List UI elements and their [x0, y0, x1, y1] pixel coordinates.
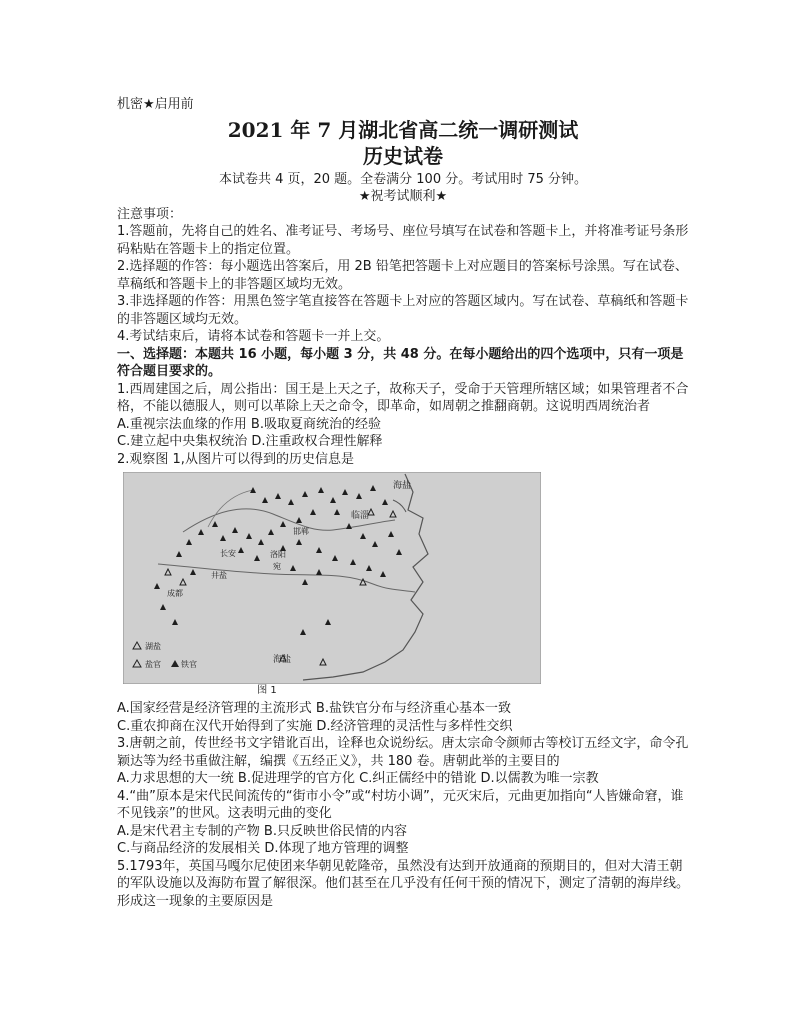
legend-iron-office-label: 铁官 — [181, 660, 197, 669]
question-2-options-row2: C.重农抑商在汉代开始得到了实施 D.经济管理的灵活性与多样性交织 — [117, 718, 513, 734]
map-label-handan: 邯郸 — [293, 527, 309, 536]
exam-page — [117, 96, 689, 910]
notes-heading: 注意事项： — [117, 206, 183, 222]
question-3-stem: 3.唐朝之前，传世经书文字错讹百出，诠释也众说纷纭。唐太宗命令颜师古等校订五经文字，命令孔颖达等为经书重做注解，编撰《五经正义》，共 180 卷。唐朝此举的主要目的 — [117, 736, 689, 769]
section-heading: 一、选择题：本题共 16 小题，每小题 3 分，共 48 分。在每小题给出的四个选项中，只有一项是符合题目要求的。 — [117, 346, 684, 379]
map-label-chengdu: 成都 — [167, 589, 183, 598]
map-label-luoyang: 洛阳 — [270, 550, 286, 559]
exam-title: 2021 年 7 月湖北省高二统一调研测试 — [227, 117, 579, 142]
note-item: 1.答题前，先将自己的姓名、准考证号、考场号、座位号填写在试卷和答题卡上，并将准考证号条形码粘贴在答题卡上的指定位置。 — [117, 224, 689, 257]
figure-caption: 图 1 — [257, 685, 277, 696]
question-2-options-row1: A.国家经营是经济管理的主流形式 B.盐铁官分布与经济重心基本一致 — [117, 701, 511, 716]
secret-label: 机密★启用前 — [117, 97, 194, 112]
salt-iron-map — [123, 472, 541, 684]
map-label-wan: 宛 — [273, 562, 281, 571]
note-item: 4.考试结束后，请将本试卷和答题卡一并上交。 — [117, 329, 390, 344]
note-item: 3.非选择题的作答：用黑色签字笔直接答在答题卡上对应的答题区域内。写在试卷、草稿纸和答题卡的非答题区域均无效。 — [117, 294, 689, 327]
question-1-options-row1: A.重视宗法血缘的作用 B.吸取夏商统治的经验 — [117, 416, 381, 432]
question-4-options-row2: C.与商品经济的发展相关 D.体现了地方管理的调整 — [117, 841, 409, 856]
map-label-jingyan: 井盐 — [211, 571, 227, 580]
historical-map-figure — [123, 472, 541, 684]
map-label-haiyan-north: 海盐 — [393, 481, 412, 491]
map-label-linzi: 临淄 — [351, 511, 370, 521]
question-4-options-row1: A.是宋代君主专制的产物 B.只反映世俗民情的内容 — [117, 823, 407, 839]
map-label-haiyan-south: 海盐 — [273, 655, 292, 665]
note-item: 2.选择题的作答：每小题选出答案后，用 2B 铅笔把答题卡上对应题目的答案标号涂黑。写在试卷、草稿纸和答题卡上的非答题区域均无效。 — [117, 259, 688, 292]
legend-lake-salt-label: 湖盐 — [145, 642, 161, 651]
question-1-options-row2: C.建立起中央集权统治 D.注重政权合理性解释 — [117, 434, 383, 449]
question-3-options: A.力求思想的大一统 B.促进理学的官方化 C.纠正儒经中的错讹 D.以儒教为唯一宗教 — [117, 771, 599, 786]
exam-info: 本试卷共 4 页，20 题。全卷满分 100 分。考试用时 75 分钟。 — [218, 171, 588, 187]
exam-wish: ★祝考试顺利★ — [358, 189, 448, 204]
question-5-stem: 5.1793年，英国马嘎尔尼使团来华朝见乾隆帝，虽然没有达到开放通商的预期目的，但对大清王朝的军队设施以及海防布置了解很深。他们甚至在几乎没有任何干预的情况下，测定了清朝的海岸线。形成这一现象的主要原因是 — [117, 858, 690, 909]
question-2-stem: 2.观察图 1,从图片可以得到的历史信息是 — [117, 451, 354, 467]
legend-salt-office-label: 盐官 — [145, 660, 161, 669]
question-1-stem: 1.西周建国之后，周公指出：国王是上天之子，故称天子，受命于天管理所辖区域；如果管理者不合格，不能以德服人，则可以革除上天之命令，即革命，如周朝之推翻商朝。这说明西周统治者 — [117, 381, 689, 414]
map-label-changan: 长安 — [220, 549, 236, 558]
question-4-stem: 4.“曲”原本是宋代民间流传的“街市小令”或“村坊小调”，元灭宋后，元曲更加指向“人皆嫌命窘，谁不见钱亲”的世风。这表明元曲的变化 — [117, 788, 684, 821]
exam-subtitle: 历史试卷 — [363, 143, 443, 168]
map-background — [123, 472, 541, 684]
